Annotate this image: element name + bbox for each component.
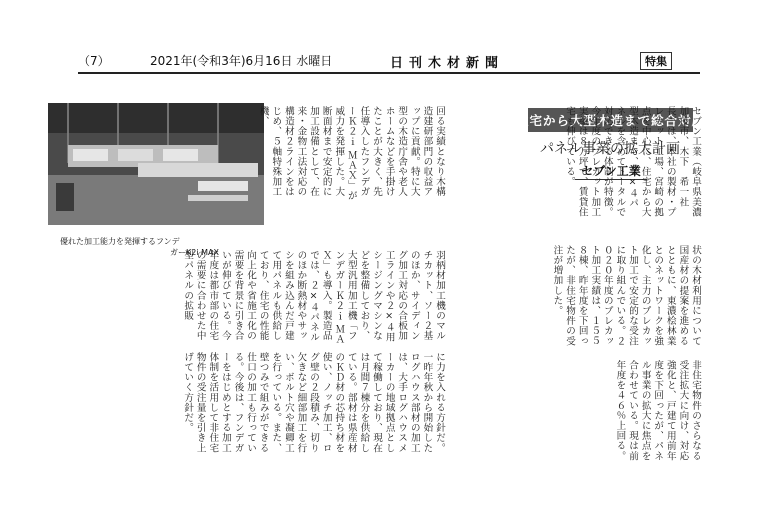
photo-caption: 優れた加工能力を発揮するフンデ ガーK2i MAX (60, 237, 219, 257)
page-number: （7） (78, 54, 110, 68)
header-rule (78, 72, 700, 74)
article-column: セブン工業（岐阜県美濃加茂市、木下 希一社長）は、本社の製材・プレカット工場、宮崎の拠点を中心に、住宅から大型木造まで、２×４パネルを含めてトータルで対応できる体制が特徴。今年度のプレカット加工実績は８万坪で、賃貸住宅も伸びている。 (564, 106, 701, 218)
issue-date: 2021年(令和3年)6月16日 水曜日 (150, 54, 333, 68)
article-column: 回る実績となり木構造建研部門の収益アップに貢献。特に大型の木造庁舎や老人ホームなどを手掛けたことが大きく、先任導入したフンデガーＫ２ｉ ＭＡＸ」が威力を発揮した。大断面材まで安定的に加工設備として、在来・金物工法対応の構造材２ラインをはじめ、５軸特殊加工機、 (257, 106, 445, 201)
article-column: に力を入れる方針だ。一昨年秋から開始したログハウス部材の加工は、大手ログハウスメーカーの地域拠点として稼働しており、現在は月間７棟分を供給している。部材は県産材のＫＤ材の芯持ち材を使い、ノッチ加工、ログ壁の２段積み、切り欠きなど細部加工を行い、ボルト穴や凝卿工を行っている。また、壁つみで組みができる仕口の加工も行っている。今後は、フンデガーをはじめとする加工体制を活用して非住宅物件の受注量を引き上げていく方針だ。 (182, 352, 445, 453)
section-tag: 特集 (640, 52, 672, 70)
company-name: セブン工業 (575, 162, 647, 180)
headline-subtitle: パネル事業の拡大計画 (540, 141, 680, 157)
newspaper-name: 日刊木材新聞 (390, 56, 505, 71)
article-column: 羽柄材加工機のマルチカット、ソー２基のほか、サイディング加工対応の合板加工ラインや２×４用シージングマシンなどを整備しており、大型汎用加工機「フンデガーＫ２ｉ ＭＡＸ」も導入。製造品では、２×４パネルのほか断熱材やサッシを組み込んだ戸建て用パネルも供給しており、住宅の性能向上化や省施工化の需要を背景に引き合いが伸びている。今年度は都市部の住宅の需要に合わせた中型パネルの拡販 (182, 250, 445, 345)
headline-banner: 住宅から大型木造まで総合対応 (528, 108, 693, 132)
article-column: 状の木材利用について国産材の提案を進めるとともに、東濃桧林業とのネットワークを強化し、主力のプレカット加工で安定的な受注に取り組んでいる。２０２０年度のプレカット加工実績は、１５５８棟、昨年度を下回ったが、非住宅物件の受注が増加した。 (551, 245, 701, 346)
newspaper-header (78, 52, 700, 72)
article-column: 非住宅物件のさらなる受注拡大に向け、対応強化と、戸建て用前年度を下回ったが、パネル事業の拡大に焦点を合わせている。現は前年度を４６％上回る。 (614, 360, 701, 461)
